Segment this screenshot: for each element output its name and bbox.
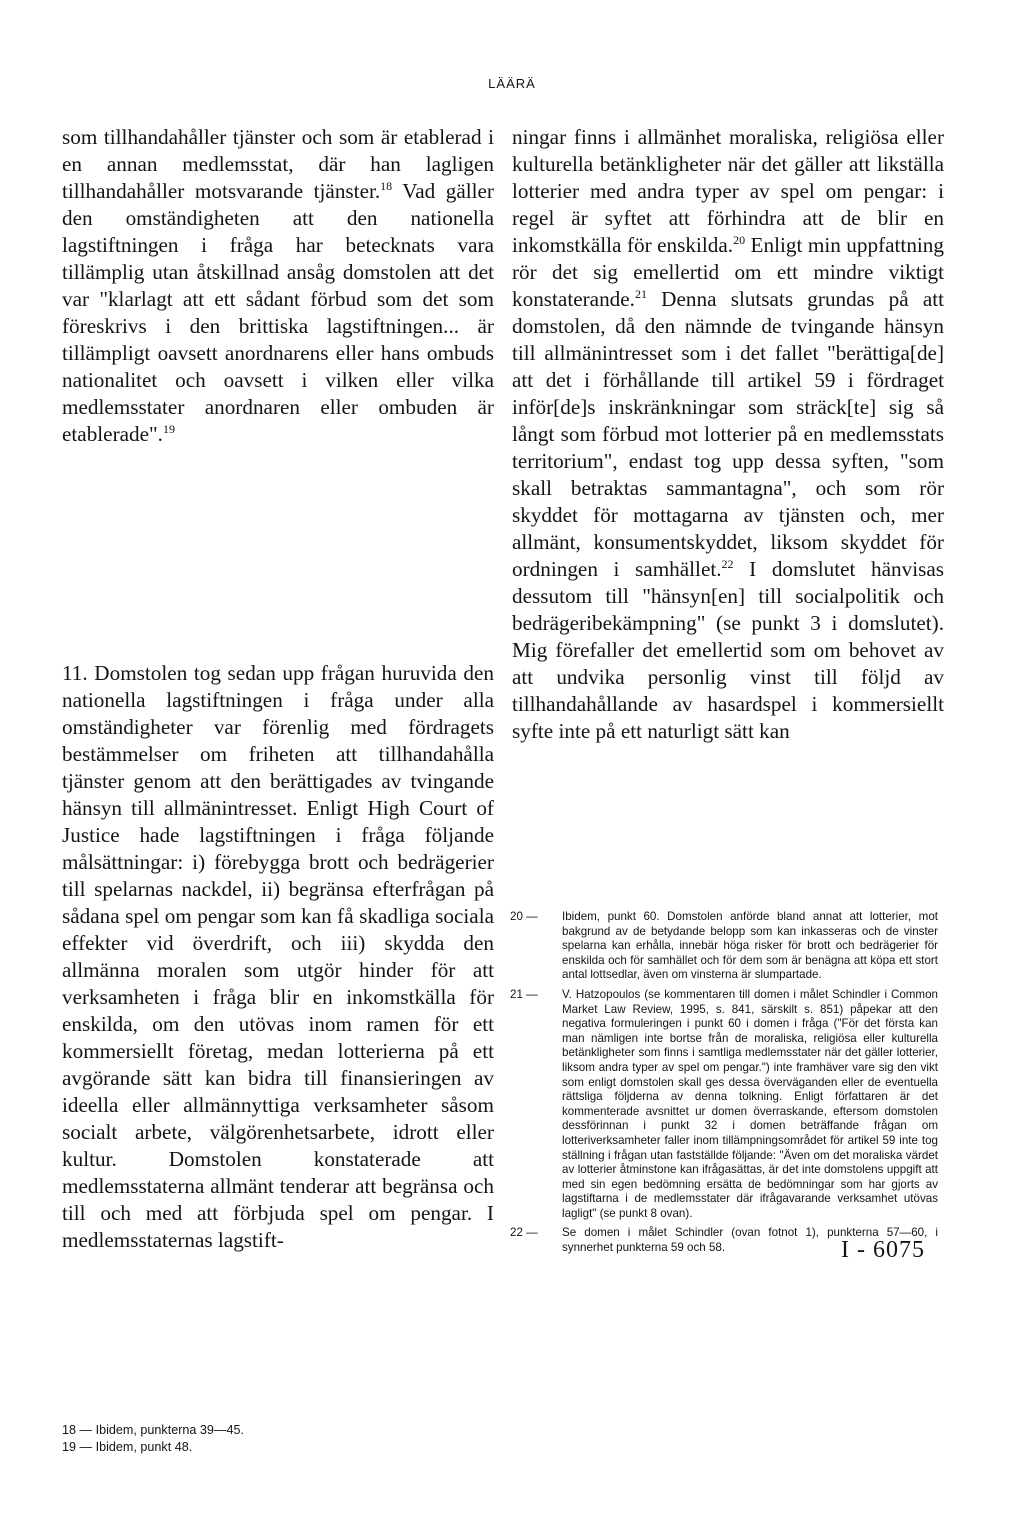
paragraph-10-continuation: som tillhandahåller tjänster och som är etablerad i en annan medlemsstat, där han lagligen tillhandahåller motsvarande tjänster.$^{18}$ Vad gäller den omständigheten att den nationella lagstiftningen i fråga har betecknats vara tillämplig utan åtskillnad ansåg domstolen att det var "klarlagt att ett sådant förbud som det som föreskrivs i den brittiska lagstiftningen... är tillämpligt oavsett anordnarens eller hans ombuds nationalitet och oavsett i vilken eller vilka medlemsstater anordnaren eller ombuden är etablerade".$^{19}$ — [62, 125, 494, 446]
footnote-ref-22: 22 — [721, 557, 734, 571]
footnote-20: 20 — Ibidem, punkt 60. Domstolen anförde bland annat att lotterier, mot bakgrund av de betydande belopp som kan inkasseras och de vinster spelarna kan erhålla, innebär höga risker för brott och bedrägerier för enskilda och för samhället och för dem som är benägna att köpa ett stort antal lottsedlar, även om vinsterna är slumpartade. — [510, 910, 938, 982]
footnote-ref-21: 21 — [634, 287, 647, 301]
running-header: LÄÄRÄ — [488, 76, 536, 91]
footnote-22: 22 — Se domen i målet Schindler (ovan fotnot 1), punkterna 57—60, i synnerhet punkterna 59 och 58. — [510, 1226, 938, 1255]
footnote-ref-20: 20 — [733, 233, 746, 247]
page-number: I - 6075 — [841, 1237, 925, 1263]
footnote-ref-18: 18 — [380, 179, 393, 193]
right-column — [512, 124, 944, 745]
footnote-21: 21 — V. Hatzopoulos (se kommentaren till domen i målet Schindler i Common Market Law Review, 1995, s. 841, särskilt s. 851) påpekar att den negativa formuleringen i punkt 60 i domen i fråga ("För det första kan man nämligen inte bortse från de moraliska, religiösa eller kulturella betänkligheter som finns i samtliga medlemsstater när det gäller lotterier, liksom andra typer av spel om pengar.") inte framhäver vare sig den vikt som enligt domstolen skall ges dessa överväganden eller de eventuella rättsliga följderna av denna tolkning. Enligt författaren är det kommenterade avsnittet ur domen överraskande, eftersom domstolen dessförinnan i punkt 32 i domen beträffande frågan om lotteriverksamheter faller inom tillämpningsområdet för artikel 59 inte tog ställning i frågan utan fastställde följande: "Även om det moraliska värdet av lotterier åtminstone kan ifrågasättas, är det inte domstolens uppgift att med sin egen bedömning ersätta de bedömningar som har gjorts av lagstiftarna i de medlemsstater där ifrågavarande verksamhet utövas lagligt" (se punkt 8 ovan). — [510, 987, 938, 1220]
paragraph-11-continuation: ningar finns i allmänhet moraliska, religiösa eller kulturella betänkligheter när det gäller att likställa lotterier med andra typer av spel om pengar: i regel är syftet att förhindra att de blir en inkomstkälla för enskilda.$^{20}$ Enligt min uppfattning rör det sig emellertid om ett mindre viktigt konstaterande.$^{21}$ Denna slutsats grundas på att domstolen, då den nämnde de tvingande hänsyn till allmänintresset som i det fallet "berättiga[de] att det i förhållande till artikel 59 i fördraget inför[de]s inskränkningar som sträck[te] sig så långt som förbud mot lotterier på en medlemsstats territorium", endast tog upp dessa syften, "som skall betraktas sammantagna", och som rör skyddet för mottagarna av tjänsten och, mer allmänt, konsumentskyddet, liksom skyddet för ordningen i samhället.$^{22}$ I domslutet hänvisas dessutom till "hänsyn[en] till socialpolitik och bedrägeribekämpning" (se punkt 3 i domslutet). Mig förefaller det emellertid som om behovet av att undvika personlig vinst till följd av tillhandahållande av hasardspel i kommersiellt syfte inte på ett naturligt sätt kan — [512, 125, 944, 743]
paragraph-11: 11. Domstolen tog sedan upp frågan huruvida den nationella lagstiftningen i fråga under alla omständigheter var förenlig med fördragets bestämmelser om friheten att tillhandahålla tjänster genom att den berättigades av tvingande hänsyn till allmänintresset. Enligt High Court of Justice hade lagstiftningen i fråga följande målsättningar: i) förebygga brott och bedrägerier till spelarnas nackdel, ii) begränsa efterfrågan på sådana spel om pengar som kan få skadliga sociala effekter vid överdrift, och iii) skydda den allmänna moralen som utgör hinder för att verksamheten i fråga blir en inkomstkälla för enskilda, om den utövas inom ramen för ett kommersiellt företag, medan lotterierna på ett avgörande sätt kan bidra till finansieringen av ideella eller allmännyttiga verksamheter såsom socialt arbete, välgörenhetsarbete, idrott eller kultur. Domstolen konstaterade att medlemsstaterna allmänt tenderar att begränsa och till och med att förbjuda spel om pengar. I medlemsstaternas lagstift- — [62, 661, 494, 1252]
footnote-19: 19 — Ibidem, punkt 48. — [62, 1440, 193, 1454]
footnote-ref-19: 19 — [162, 422, 175, 436]
left-column — [62, 124, 494, 1254]
footnote-18: 18 — Ibidem, punkterna 39—45. — [62, 1423, 245, 1437]
footnotes-right — [510, 910, 938, 1261]
footnotes-left — [62, 1422, 494, 1456]
